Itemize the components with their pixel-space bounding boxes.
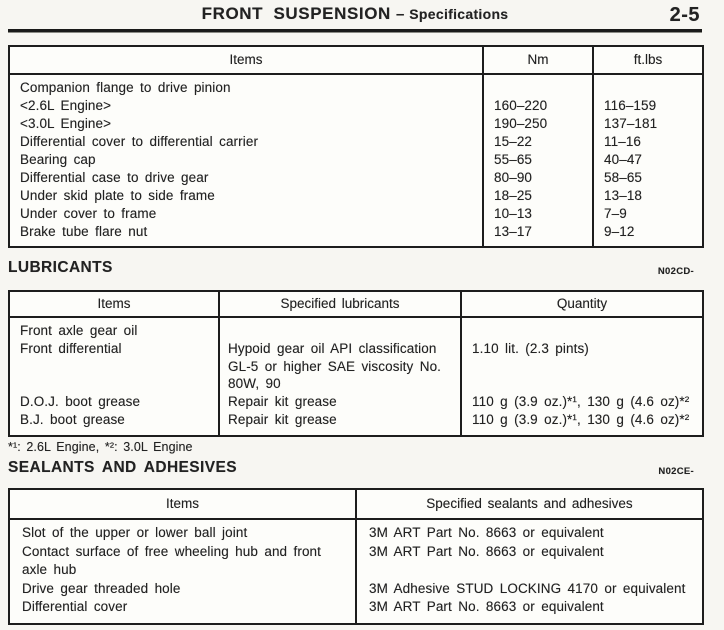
- chapter-title: FRONT SUSPENSION: [201, 4, 391, 23]
- table-row: [9, 543, 703, 580]
- ftlbs-cell: 58–65: [593, 169, 703, 187]
- item-cell: Under cover to frame: [20, 206, 157, 221]
- page-number: 2-5: [669, 4, 700, 26]
- table-header-row: [9, 291, 703, 317]
- item-cell: B.J. boot grease: [20, 411, 125, 427]
- item-cell: <3.0L Engine>: [20, 116, 112, 131]
- item-cell: D.O.J. boot grease: [20, 393, 141, 409]
- quantity-cell: 110 g (3.9 oz.)*¹, 130 g (4.6 oz)*²: [461, 411, 703, 436]
- item-cell: Front differential: [20, 341, 122, 356]
- table-header-row: [9, 489, 703, 519]
- ftlbs-cell: 137–181: [593, 115, 703, 133]
- lubricant-cell: Hypoid gear oil API classification GL-5 or higher SAE viscosity No. 80W, 90: [219, 340, 461, 393]
- page-subtitle: Specifications: [409, 6, 509, 22]
- header-rule: [8, 29, 702, 33]
- table-row: [9, 580, 703, 599]
- lubricant-cell: [219, 317, 461, 340]
- nm-cell: 10–13: [483, 205, 593, 223]
- item-cell: Contact surface of free wheeling hub and front axle hub: [22, 543, 322, 577]
- table-row: [9, 133, 703, 151]
- table-row: [9, 205, 703, 223]
- ftlbs-cell: 40–47: [593, 151, 703, 169]
- ftlbs-cell: 13–18: [593, 187, 703, 205]
- table-header-row: [9, 46, 703, 74]
- col-header-quantity: Quantity: [461, 291, 703, 317]
- table-row: [9, 223, 703, 247]
- sealants-section-header: [8, 459, 702, 477]
- item-cell: Differential cover: [22, 599, 128, 614]
- sealant-cell: 3M ART Part No. 8663 or equivalent: [356, 598, 703, 624]
- page-title: [8, 4, 702, 24]
- col-header-sealant: Specified sealants and adhesives: [356, 489, 703, 519]
- sealants-section-code: N02CE-: [658, 466, 694, 477]
- nm-cell: 15–22: [483, 133, 593, 151]
- nm-cell: 55–65: [483, 151, 593, 169]
- item-cell: Brake tube flare nut: [20, 224, 148, 239]
- item-cell: Differential cover to differential carrier: [20, 134, 259, 149]
- table-row: [9, 187, 703, 205]
- item-cell: Under skid plate to side frame: [20, 188, 215, 203]
- item-cell: Front axle gear oil: [20, 323, 138, 338]
- table-row: [9, 317, 703, 340]
- ftlbs-cell: 9–12: [593, 223, 703, 247]
- col-header-items: Items: [9, 291, 219, 317]
- sealant-cell: 3M Adhesive STUD LOCKING 4170 or equivalent: [356, 580, 703, 599]
- item-cell: Companion flange to drive pinion: [20, 80, 231, 95]
- lubricants-title: LUBRICANTS: [8, 259, 113, 276]
- nm-cell: 13–17: [483, 223, 593, 247]
- sealants-table: [8, 488, 704, 625]
- sealant-cell: 3M ART Part No. 8663 or equivalent: [356, 543, 703, 580]
- table-row: [9, 115, 703, 133]
- table-row: [9, 151, 703, 169]
- col-header-lubricant: Specified lubricants: [219, 291, 461, 317]
- col-header-items: Items: [9, 46, 483, 74]
- table-row: [9, 519, 703, 543]
- nm-cell: 18–25: [483, 187, 593, 205]
- table-row: [9, 393, 703, 411]
- quantity-cell: 1.10 lit. (2.3 pints): [461, 340, 703, 393]
- lubricant-cell: Repair kit grease: [219, 393, 461, 411]
- col-header-items: Items: [9, 489, 356, 519]
- table-row: [9, 169, 703, 187]
- ftlbs-cell: 116–159: [593, 97, 703, 115]
- lubricant-cell: Repair kit grease: [219, 411, 461, 436]
- item-cell: Slot of the upper or lower ball joint: [22, 525, 248, 540]
- ftlbs-cell: 7–9: [593, 205, 703, 223]
- nm-cell: 160–220: [483, 97, 593, 115]
- nm-cell: [483, 74, 593, 97]
- sealant-cell: 3M ART Part No. 8663 or equivalent: [356, 519, 703, 543]
- col-header-ftlbs: ft.lbs: [593, 46, 703, 74]
- sealants-title: SEALANTS AND ADHESIVES: [8, 459, 237, 476]
- lubricants-section-header: [8, 259, 702, 277]
- table-row: [9, 598, 703, 624]
- item-cell: Differential case to drive gear: [20, 170, 209, 185]
- item-cell: Drive gear threaded hole: [22, 580, 181, 596]
- title-separator: –: [395, 6, 405, 23]
- lubricants-footnote: *¹: 2.6L Engine, *²: 3.0L Engine: [8, 440, 193, 454]
- nm-cell: 80–90: [483, 169, 593, 187]
- torque-spec-table: [8, 45, 704, 248]
- quantity-cell: [461, 317, 703, 340]
- lubricants-table: [8, 290, 704, 437]
- item-cell: Bearing cap: [20, 152, 96, 167]
- table-row: [9, 97, 703, 115]
- table-row: [9, 411, 703, 436]
- ftlbs-cell: 11–16: [593, 133, 703, 151]
- col-header-nm: Nm: [483, 46, 593, 74]
- item-cell: <2.6L Engine>: [20, 98, 112, 113]
- lubricants-section-code: N02CD-: [657, 266, 694, 277]
- page-header: [8, 4, 702, 29]
- nm-cell: 190–250: [483, 115, 593, 133]
- table-row: [9, 340, 703, 393]
- table-row: [9, 74, 703, 97]
- quantity-cell: 110 g (3.9 oz.)*¹, 130 g (4.6 oz)*²: [461, 393, 703, 411]
- ftlbs-cell: [593, 74, 703, 97]
